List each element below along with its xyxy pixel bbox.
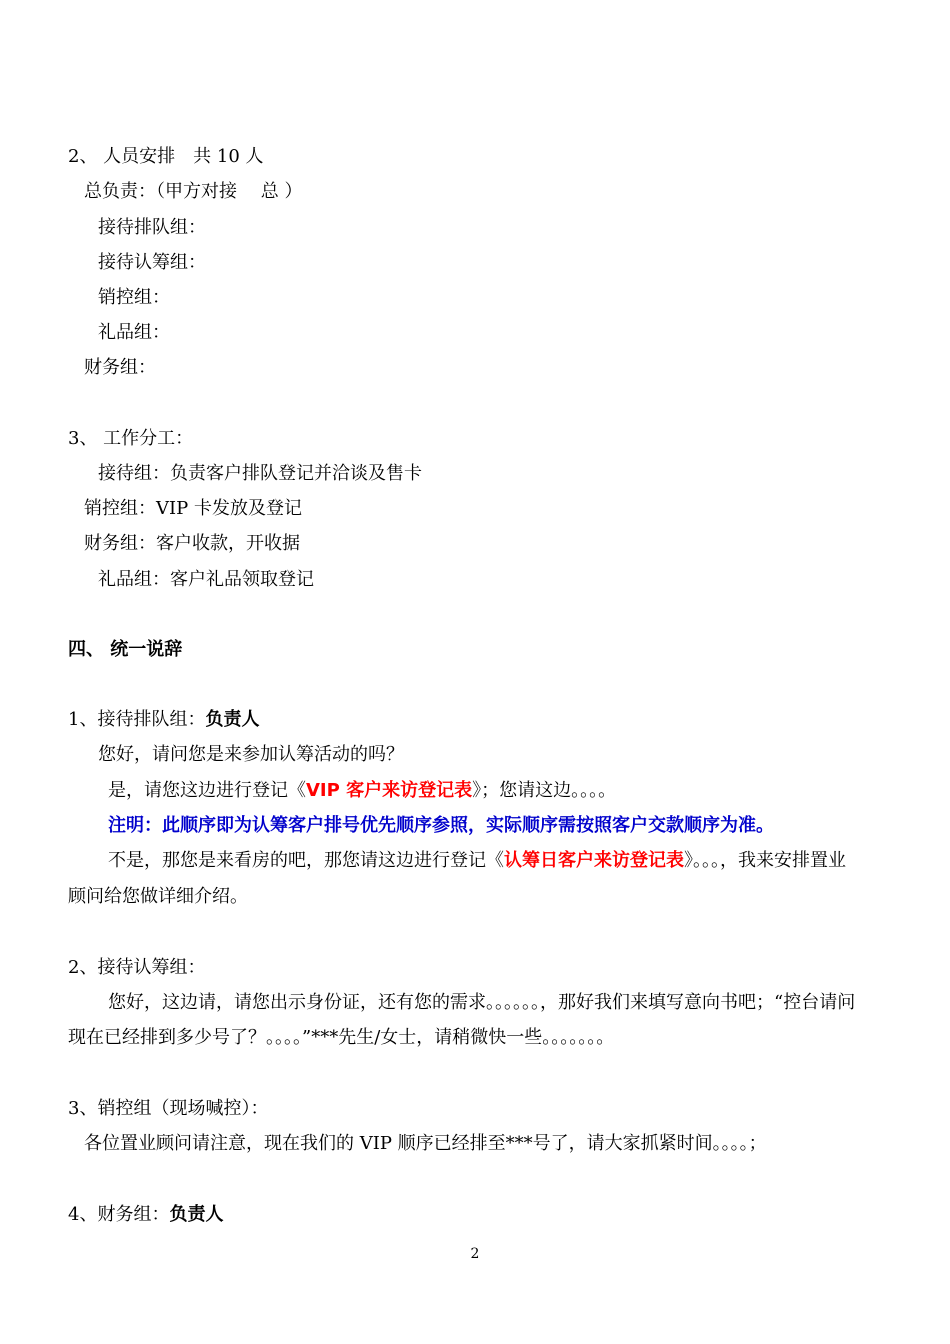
staffing-gift-group: 礼品组： [98,322,170,343]
staffing-finance-group: 财务组： [84,357,156,378]
item1-no-line [108,849,846,873]
item1-no-suffix: 》。。。，我来安排置业 [684,850,846,871]
item1-heading-bold: 负责人 [205,709,260,730]
item2-line1: 您好，这边请，请您出示身份证，还有您的需求。。。。。。，那好我们来填写意向书吧；“控台请问 [108,992,856,1013]
item2-line2: 现在已经排到多少号了？。。。。”***先生/女士，请稍微快一些。。。。。。。 [68,1027,615,1048]
section4-title: 四、 统一说辞 [68,639,183,660]
item1-yes-suffix: 》；您请这边。。。。 [472,780,617,801]
item1-yes-line [108,779,616,803]
division-sales: 销控组：VIP 卡发放及登记 [84,498,302,519]
staffing-heading: 2、 人员安排 共 10 人 [68,146,264,167]
division-finance: 财务组：客户收款，开收据 [84,533,300,554]
item4-heading-bold: 负责人 [169,1204,224,1225]
item1-note: 注明：此顺序即为认筹客户排号优先顺序参照，实际顺序需按照客户交款顺序为准。 [108,815,774,836]
item1-no-cont: 顾问给您做详细介绍。 [68,886,248,907]
staffing-queue-group: 接待排队组： [98,217,206,238]
item1-yes-form: VIP 客户来访登记表 [306,780,473,801]
staffing-sales-group: 销控组： [98,287,170,308]
item1-heading-prefix: 1、接待排队组： [68,709,206,730]
item1-heading [68,708,259,732]
item1-greeting: 您好，请问您是来参加认筹活动的吗？ [98,744,404,765]
item4-heading [68,1203,223,1227]
item3-line1: 各位置业顾问请注意，现在我们的 VIP 顺序已经排至***号了，请大家抓紧时间。。。。； [84,1133,767,1154]
item1-yes-prefix: 是，请您这边进行登记《 [108,780,306,801]
division-reception: 接待组：负责客户排队登记并洽谈及售卡 [98,463,422,484]
item2-heading: 2、接待认筹组： [68,957,206,978]
staffing-subscribe-group: 接待认筹组： [98,252,206,273]
item1-no-form: 认筹日客户来访登记表 [504,850,684,871]
page-number: 2 [470,1246,480,1262]
division-gift: 礼品组：客户礼品领取登记 [98,569,314,590]
item1-no-prefix: 不是，那您是来看房的吧，那您请这边进行登记《 [108,850,504,871]
item3-heading: 3、销控组（现场喊控）： [68,1098,269,1119]
division-heading: 3、 工作分工： [68,428,194,449]
staffing-head: 总负责：（甲方对接 总 ） [84,181,303,202]
item4-heading-prefix: 4、财务组： [68,1204,170,1225]
